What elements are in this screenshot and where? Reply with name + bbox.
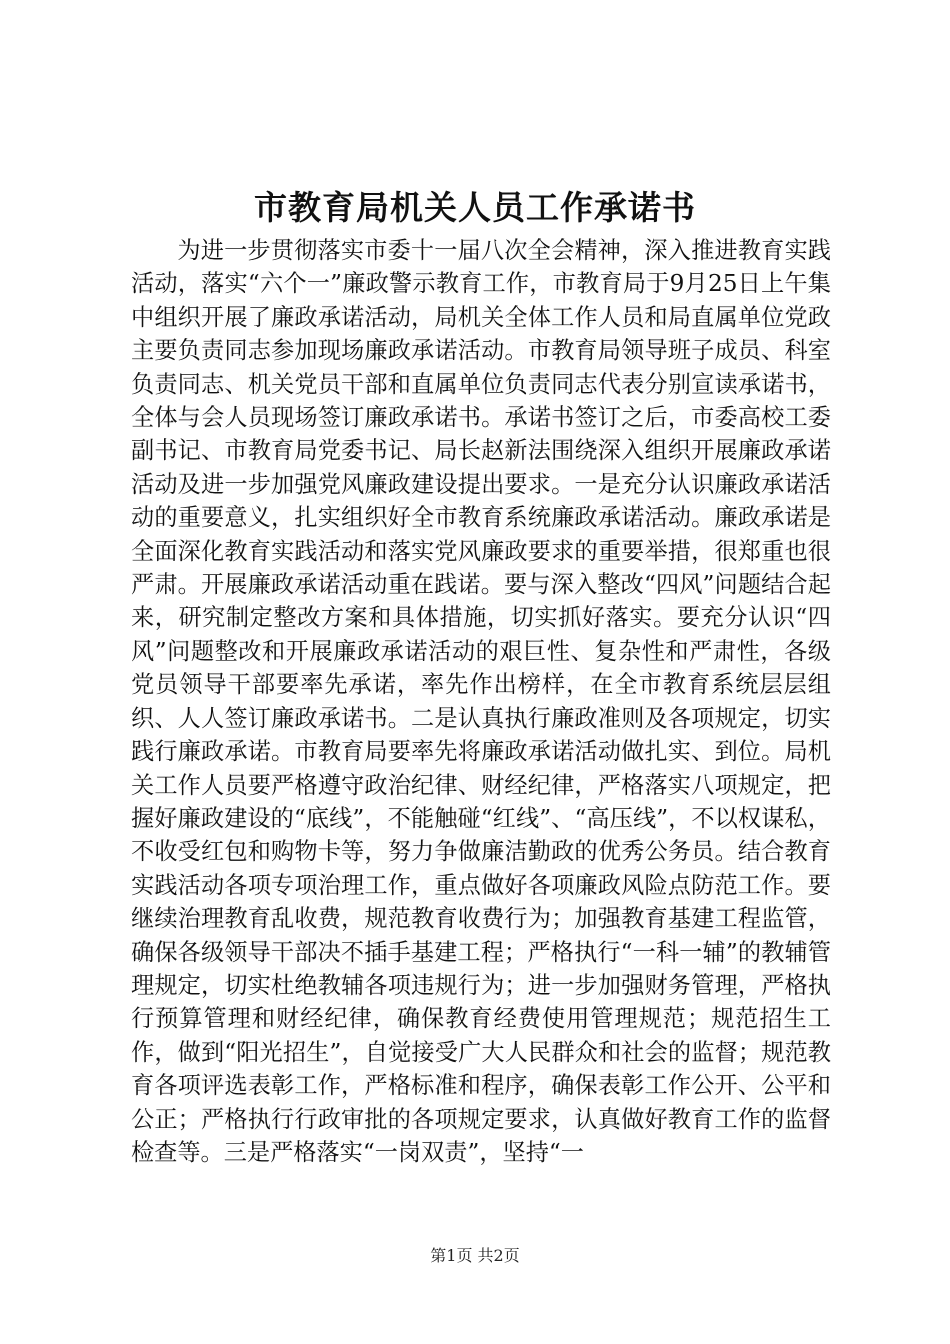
document-title: 市教育局机关人员工作承诺书 — [254, 188, 696, 227]
page-number-footer: 第1页 共2页 — [430, 1246, 520, 1265]
body-paragraph: 为进一步贯彻落实市委十一届八次全会精神，深入推进教育实践活动，落实“六个一”廉政警示教育工作，市教育局于9月25日上午集中组织开展了廉政承诺活动，局机关全体工作人员和局直属单位党政主要负责同志参加现场廉政承诺活动。市教育局领导班子成员、科室负责同志、机关党员干部和直属单位负责同志代表分别宣读承诺书，全体与会人员现场签订廉政承诺书。承诺书签订之后，市委高校工委副书记、市教育局党委书记、局长赵新法围绕深入组织开展廉政承诺活动及进一步加强党风廉政建设提出要求。一是充分认识廉政承诺活动的重要意义，扎实组织好全市教育系统廉政承诺活动。廉政承诺是全面深化教育实践活动和落实党风廉政要求的重要举措，很郑重也很严肃。开展廉政承诺活动重在践诺。要与深入整改“四风”问题结合起来，研究制定整改方案和具体措施，切实抓好落实。要充分认识“四风”问题整改和开展廉政承诺活动的艰巨性、复杂性和严肃性，各级党员领导干部要率先承诺，率先作出榜样，在全市教育系统层层组织、人人签订廉政承诺书。二是认真执行廉政准则及各项规定，切实践行廉政承诺。市教育局要率先将廉政承诺活动做扎实、到位。局机关工作人员要严格遵守政治纪律、财经纪律，严格落实八项规定，把握好廉政建设的“底线”，不能触碰“红线”、“高压线”，不以权谋私，不收受红包和购物卡等，努力争做廉洁勤政的优秀公务员。结合教育实践活动各项专项治理工作，重点做好各项廉政风险点防范工作。要继续治理教育乱收费，规范教育收费行为；加强教育基建工程监管，确保各级领导干部决不插手基建工程；严格执行“一科一辅”的教辅管理规定，切实杜绝教辅各项违规行为；进一步加强财务管理，严格执行预算管理和财经纪律，确保教育经费使用管理规范；规范招生工作，做到“阳光招生”，自觉接受广大人民群众和社会的监督；规范教育各项评选表彰工作，严格标准和程序，确保表彰工作公开、公平和公正；严格执行行政审批的各项规定要求，认真做好教育工作的监督检查等。三是严格落实“一岗双责”，坚持“一 — [131, 237, 831, 1166]
